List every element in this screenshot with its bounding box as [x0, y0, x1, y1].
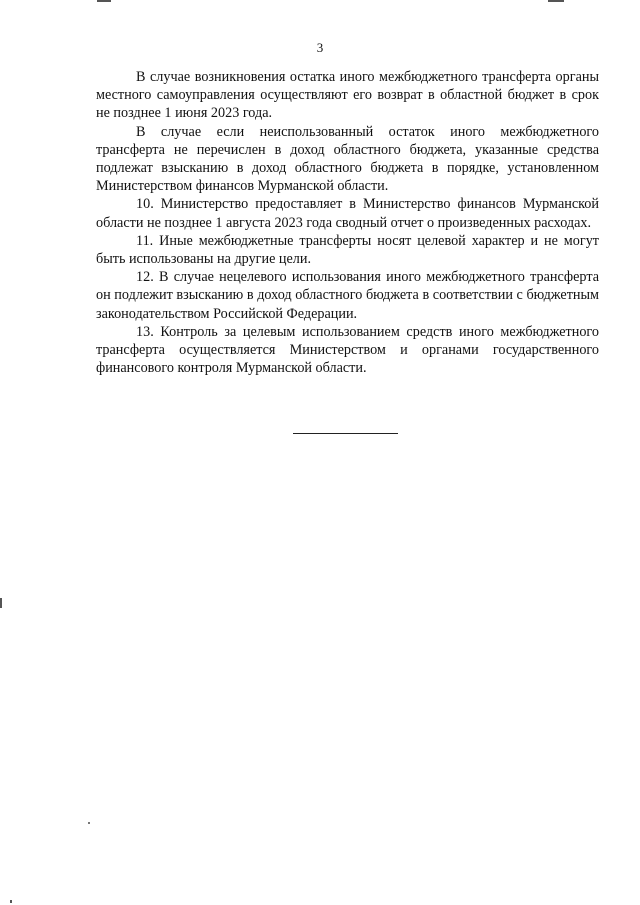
- paragraph-item-11: 11. Иные межбюджетные трансферты носят целевой характер и не могут быть использованы на другие цели.: [96, 232, 599, 268]
- scan-artifact: [0, 598, 2, 608]
- paragraph-residual-recovery: В случае если неиспользованный остаток иного межбюджетного трансферта не перечислен в доход областного бюджета, указанные средства подлежат взысканию в доход областного бюджета в порядке, установленном Министерством финансов Мурманской области.: [96, 123, 599, 195]
- paragraph-item-10: 10. Министерство предоставляет в Министерство финансов Мурманской области не позднее 1 августа 2023 года сводный отчет о произведенных расходах.: [96, 196, 599, 231]
- end-of-document-rule: [293, 433, 398, 434]
- scan-artifact: [97, 0, 111, 2]
- document-body: [96, 68, 599, 377]
- scan-artifact: [10, 900, 12, 903]
- paragraph-item-13: 13. Контроль за целевым использованием средств иного межбюджетного трансферта осуществляется Министерством и органами государственного финансового контроля Мурманской области.: [96, 323, 599, 377]
- paragraph-residual-return: В случае возникновения остатка иного межбюджетного трансферта органы местного самоуправления осуществляют его возврат в областной бюджет в срок не позднее 1 июня 2023 года.: [96, 69, 599, 122]
- paragraph-item-12: 12. В случае нецелевого использования иного межбюджетного трансферта он подлежит взысканию в доход областного бюджета в соответствии с бюджетным законодательством Российской Федерации.: [96, 269, 599, 322]
- scan-artifact: [548, 0, 564, 2]
- page-number: 3: [316, 40, 324, 55]
- scan-artifact: [88, 822, 90, 824]
